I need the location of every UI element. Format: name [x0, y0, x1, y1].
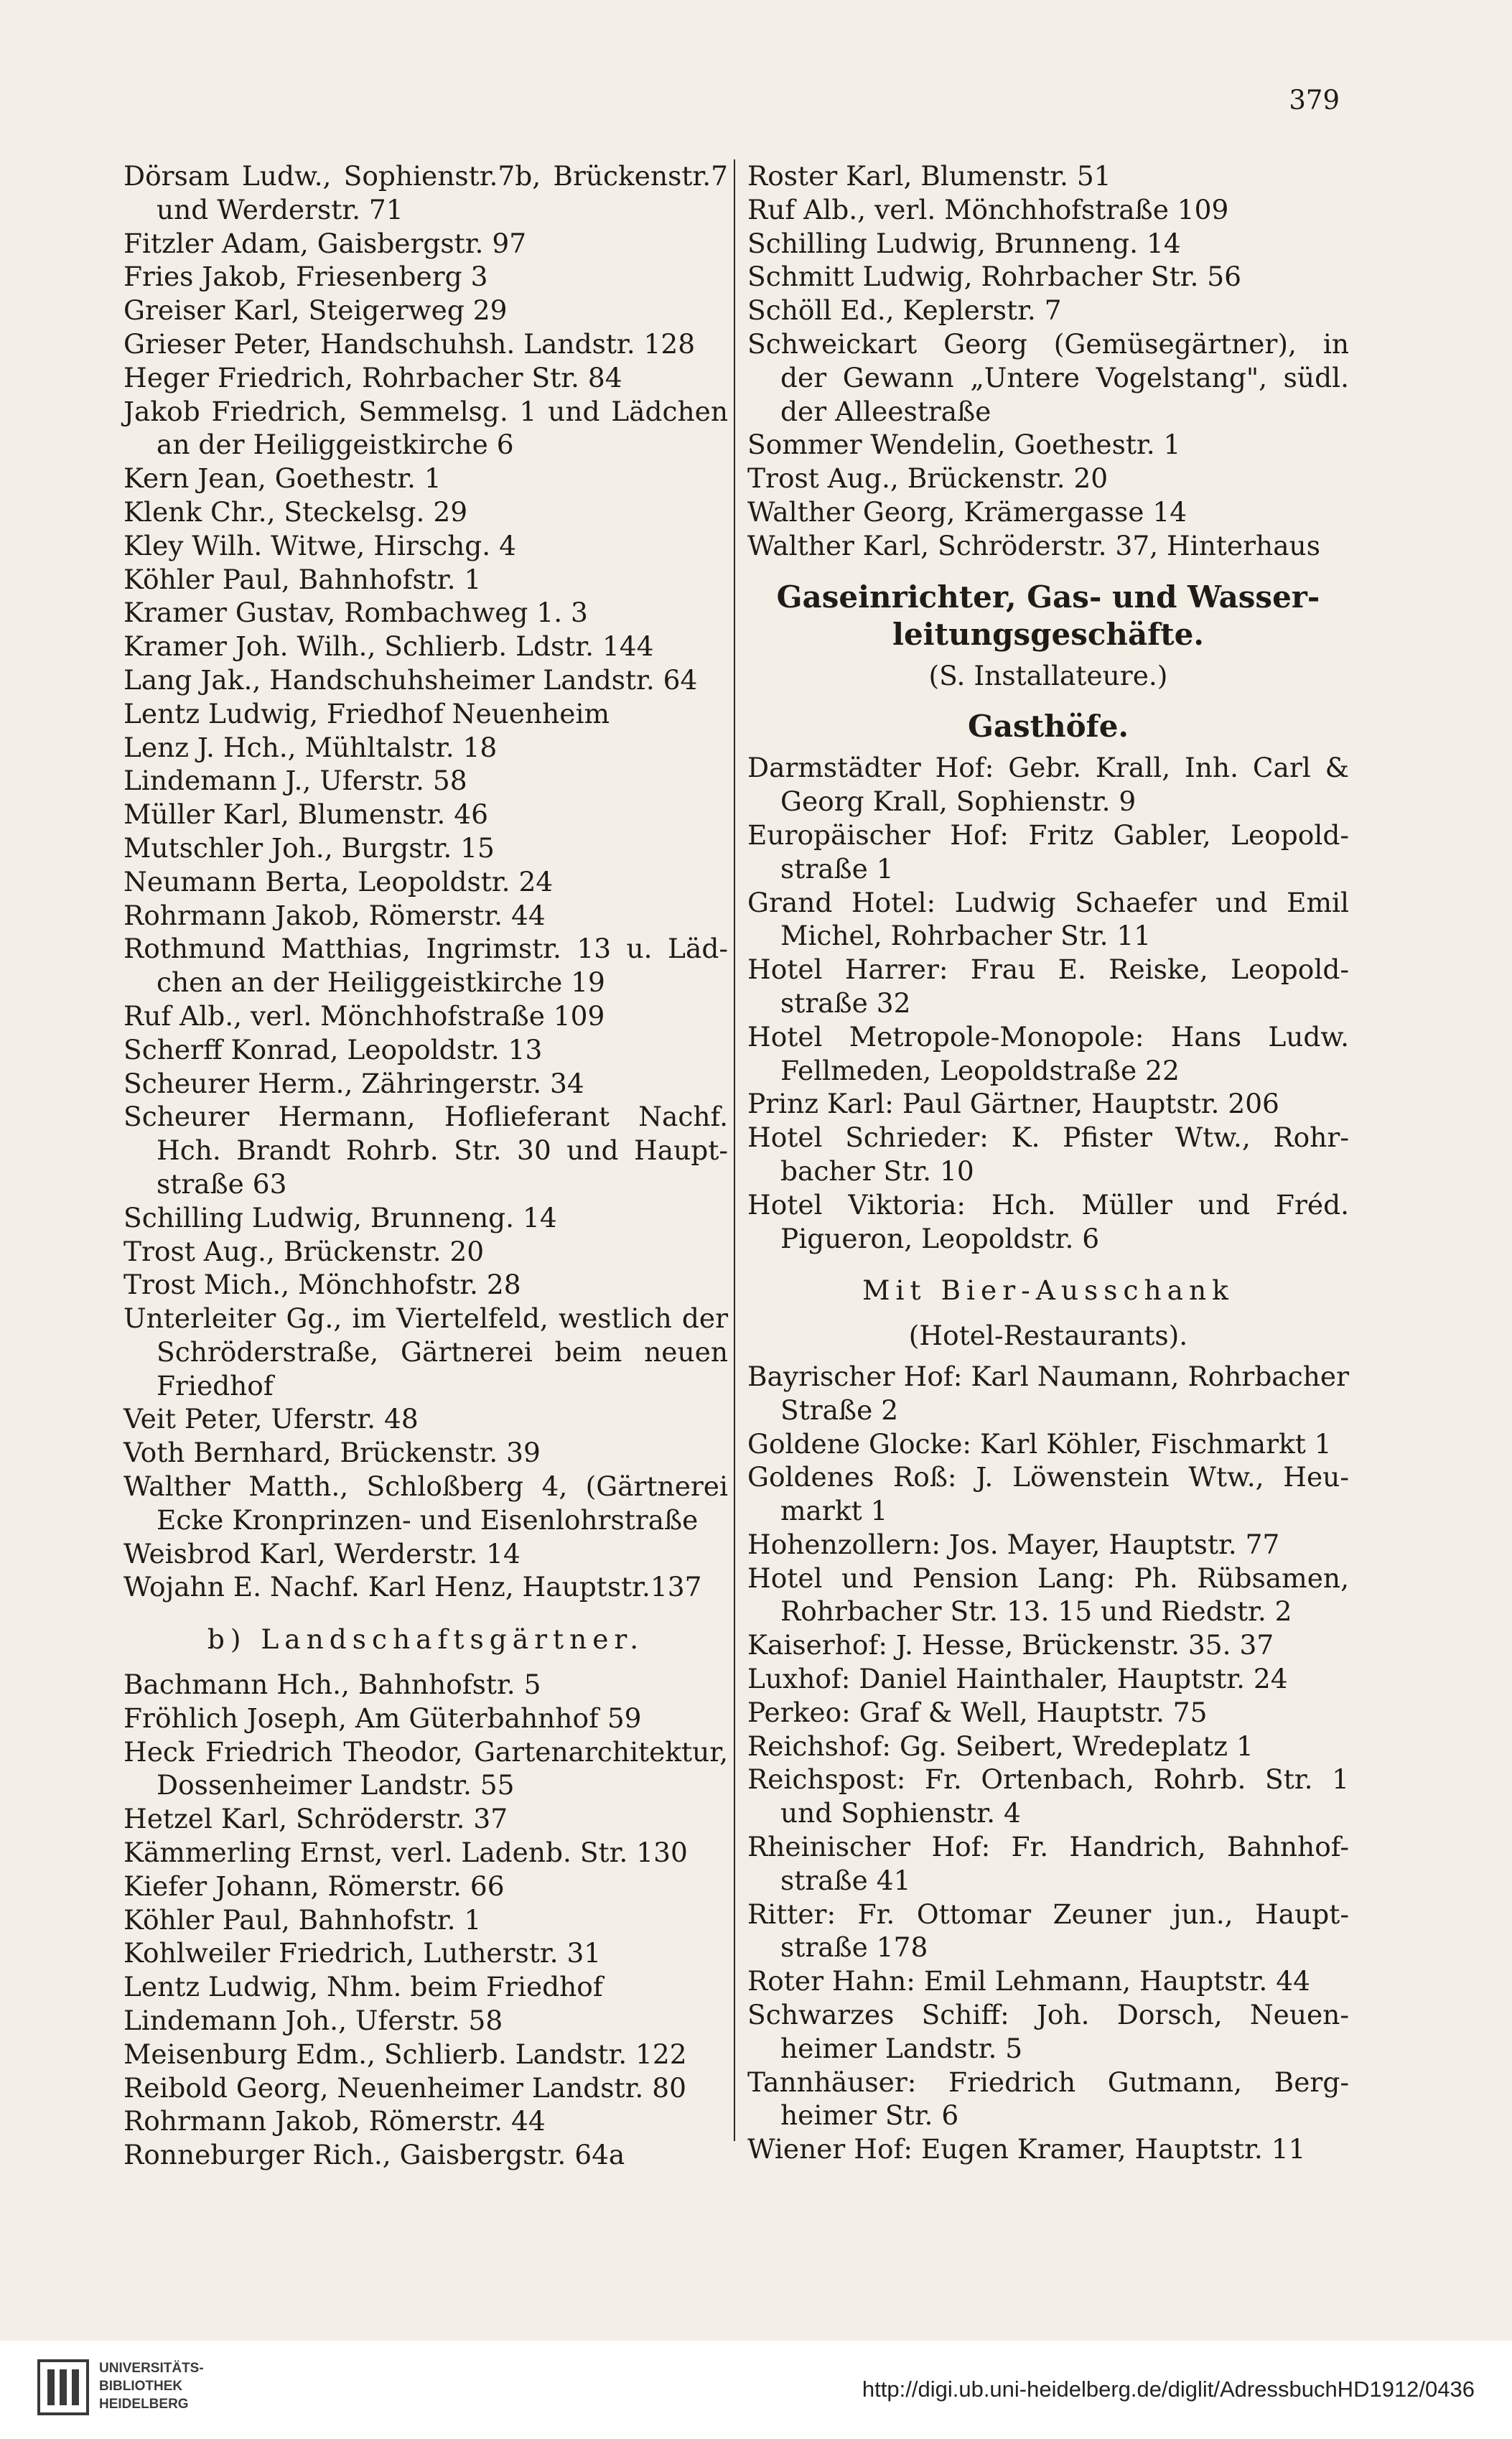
- directory-entry: Walther Karl, Schröderstr. 37, Hinterhaus: [747, 529, 1320, 561]
- cross-reference: (S. Installateure.): [928, 659, 1168, 691]
- directory-entry: Scheurer Hermann, Hoflieferant Nachf. Hch. Brandt Rohrb. Str. 30 und Haupt-straße 63: [123, 1101, 728, 1200]
- directory-entry: Roster Karl, Blumenstr. 51: [747, 160, 1111, 192]
- directory-entry: Grieser Peter, Handschuhsh. Landstr. 128: [123, 327, 696, 360]
- directory-entry: Kramer Joh. Wilh., Schlierb. Ldstr. 144: [123, 630, 654, 663]
- directory-entry: Kley Wilh. Witwe, Hirschg. 4: [123, 529, 516, 561]
- section-heading-hotels: Gasthöfe.: [967, 709, 1129, 745]
- hotel-entry: Hotel Schrieder: K. Pfister Wtw., Rohr-bacher Str. 10: [747, 1121, 1349, 1187]
- directory-entry: Köhler Paul, Bahnhofstr. 1: [123, 1903, 482, 1936]
- directory-entry: Fröhlich Joseph, Am Güterbahnhof 59: [123, 1702, 642, 1734]
- library-seal-icon: [37, 2359, 89, 2415]
- restaurant-entry: Hotel und Pension Lang: Ph. Rübsamen, Rohrbacher Str. 13. 15 und Riedstr. 2: [747, 1562, 1349, 1628]
- directory-entry: Wojahn E. Nachf. Karl Henz, Hauptstr.137: [123, 1571, 702, 1603]
- section-heading-gas-installers: Gaseinrichter, Gas- und Wasser-leitungsgeschäfte.: [776, 579, 1320, 652]
- directory-entry: Dörsam Ludw., Sophienstr.7b, Brückenstr.7 und Werderstr. 71: [123, 160, 728, 225]
- directory-entry: Meisenburg Edm., Schlierb. Landstr. 122: [123, 2038, 687, 2070]
- directory-entry: Scheurer Herm., Zähringerstr. 34: [123, 1067, 584, 1099]
- directory-entry: Kohlweiler Friedrich, Lutherstr. 31: [123, 1937, 602, 1969]
- restaurant-entry: Luxhof: Daniel Hainthaler, Hauptstr. 24: [747, 1663, 1288, 1695]
- restaurant-entry: Wiener Hof: Eugen Kramer, Hauptstr. 11: [747, 2133, 1306, 2165]
- restaurant-entry: Hohenzollern: Jos. Mayer, Hauptstr. 77: [747, 1528, 1280, 1560]
- directory-entry: Walther Matth., Schloßberg 4, (Gärtnerei Ecke Kronprinzen- und Eisenlohrstraße: [123, 1470, 728, 1536]
- directory-entry: Scherff Konrad, Leopoldstr. 13: [123, 1033, 543, 1065]
- right-column: [747, 159, 1349, 2166]
- directory-entry: Schweickart Georg (Gemüsegärtner), in der Gewann „Untere Vogelstang", südl. der Alleestraße: [747, 327, 1349, 427]
- directory-entry: Voth Bernhard, Brückenstr. 39: [123, 1437, 541, 1469]
- directory-entry: Lindemann Joh., Uferstr. 58: [123, 2005, 503, 2037]
- directory-entry: Rohrmann Jakob, Römerstr. 44: [123, 2105, 546, 2137]
- restaurant-entry: Rheinischer Hof: Fr. Handrich, Bahnhof-straße 41: [747, 1831, 1349, 1896]
- hotel-entry: Darmstädter Hof: Gebr. Krall, Inh. Carl & Georg Krall, Sophienstr. 9: [747, 752, 1349, 818]
- directory-entry: Ronneburger Rich., Gaisbergstr. 64a: [123, 2139, 625, 2171]
- restaurant-entry: Goldenes Roß: J. Löwenstein Wtw., Heu-markt 1: [747, 1461, 1349, 1527]
- directory-entry: Kern Jean, Goethestr. 1: [123, 462, 442, 495]
- directory-entry: Schilling Ludwig, Brunneng. 14: [123, 1201, 557, 1234]
- directory-entry: Schöll Ed., Keplerstr. 7: [747, 294, 1062, 327]
- directory-entry: Heger Friedrich, Rohrbacher Str. 84: [123, 361, 622, 393]
- hotel-entry: Europäischer Hof: Fritz Gabler, Leopold-straße 1: [747, 819, 1349, 885]
- directory-entry: Rohrmann Jakob, Römerstr. 44: [123, 899, 546, 931]
- directory-entry: Lentz Ludwig, Friedhof Neuenheim: [123, 697, 610, 729]
- directory-entry: Veit Peter, Uferstr. 48: [123, 1403, 419, 1435]
- subsection-subheading-restaurants: (Hotel-Restaurants).: [908, 1320, 1188, 1352]
- directory-entry: Kämmerling Ernst, verl. Ladenb. Str. 130: [123, 1837, 688, 1869]
- directory-entry: Ruf Alb., verl. Mönchhofstraße 109: [747, 193, 1229, 225]
- restaurant-entry: Perkeo: Graf & Well, Hauptstr. 75: [747, 1696, 1208, 1728]
- directory-list-gardeners: [123, 159, 728, 1604]
- directory-entry: Unterleiter Gg., im Viertelfeld, westlich der Schröderstraße, Gärtnerei beim neuen Friedhof: [123, 1302, 728, 1402]
- directory-entry: Schmitt Ludwig, Rohrbacher Str. 56: [747, 261, 1242, 293]
- left-column: [123, 159, 728, 2172]
- restaurant-entry: Kaiserhof: J. Hesse, Brückenstr. 35. 37: [747, 1629, 1274, 1661]
- directory-list-hotel-restaurants: [747, 1360, 1349, 2166]
- directory-entry: Fitzler Adam, Gaisbergstr. 97: [123, 227, 527, 259]
- directory-entry: Greiser Karl, Steigerweg 29: [123, 294, 508, 327]
- directory-list-gardeners-continued: [747, 159, 1349, 563]
- restaurant-entry: Schwarzes Schiff: Joh. Dorsch, Neuen-heimer Landstr. 5: [747, 1999, 1349, 2064]
- directory-entry: Lenz J. Hch., Mühltalstr. 18: [123, 731, 498, 763]
- directory-entry: Trost Aug., Brückenstr. 20: [123, 1235, 485, 1267]
- directory-entry: Lang Jak., Handschuhsheimer Landstr. 64: [123, 663, 698, 696]
- directory-entry: Kiefer Johann, Römerstr. 66: [123, 1870, 505, 1902]
- directory-list-landscape-gardeners: [123, 1668, 728, 2172]
- library-name-line: BIBLIOTHEK: [99, 2379, 183, 2394]
- restaurant-entry: Ritter: Fr. Ottomar Zeuner jun., Haupt-straße 178: [747, 1898, 1349, 1964]
- directory-entry: Ruf Alb., verl. Mönchhofstraße 109: [123, 999, 605, 1032]
- library-name-line: HEIDELBERG: [99, 2397, 189, 2412]
- library-footer: [0, 2341, 1512, 2439]
- source-url-link[interactable]: http://digi.ub.uni-heidelberg.de/diglit/AdressbuchHD1912/0436: [862, 2377, 1475, 2402]
- directory-entry: Rothmund Matthias, Ingrimstr. 13 u. Läd-chen an der Heiliggeistkirche 19: [123, 933, 728, 999]
- restaurant-entry: Reichspost: Fr. Ortenbach, Rohrb. Str. 1 und Sophienstr. 4: [747, 1763, 1349, 1829]
- restaurant-entry: Bayrischer Hof: Karl Naumann, Rohrbacher Straße 2: [747, 1360, 1349, 1426]
- subsection-heading-beer: Mit Bier-Ausschank: [862, 1274, 1234, 1307]
- directory-entry: Walther Georg, Krämergasse 14: [747, 495, 1187, 528]
- directory-entry: Weisbrod Karl, Werderstr. 14: [123, 1537, 521, 1570]
- page-number: 379: [1289, 85, 1340, 116]
- hotel-entry: Hotel Harrer: Frau E. Reiske, Leopold-straße 32: [747, 953, 1349, 1019]
- hotel-entry: Grand Hotel: Ludwig Schaefer und Emil Michel, Rohrbacher Str. 11: [747, 886, 1349, 952]
- directory-entry: Sommer Wendelin, Goethestr. 1: [747, 429, 1181, 461]
- directory-entry: Fries Jakob, Friesenberg 3: [123, 261, 488, 293]
- directory-entry: Trost Mich., Mönchhofstr. 28: [123, 1269, 521, 1301]
- directory-entry: Lentz Ludwig, Nhm. beim Friedhof: [123, 1971, 603, 2003]
- directory-entry: Jakob Friedrich, Semmelsg. 1 und Lädchen an der Heiliggeistkirche 6: [123, 395, 728, 461]
- directory-entry: Klenk Chr., Steckelsg. 29: [123, 495, 468, 528]
- directory-entry: Hetzel Karl, Schröderstr. 37: [123, 1803, 508, 1835]
- library-name-line: UNIVERSITÄTS-: [99, 2361, 204, 2376]
- column-divider: [734, 159, 735, 2141]
- directory-entry: Mutschler Joh., Burgstr. 15: [123, 831, 495, 864]
- directory-entry: Neumann Berta, Leopoldstr. 24: [123, 865, 554, 897]
- directory-entry: Reibold Georg, Neuenheimer Landstr. 80: [123, 2071, 686, 2104]
- hotel-entry: Hotel Metropole-Monopole: Hans Ludw. Fellmeden, Leopoldstraße 22: [747, 1020, 1349, 1086]
- directory-entry: Bachmann Hch., Bahnhofstr. 5: [123, 1669, 541, 1701]
- section-heading-landscape-gardeners: b) Landschaftsgärtner.: [207, 1623, 645, 1656]
- restaurant-entry: Tannhäuser: Friedrich Gutmann, Berg-heimer Str. 6: [747, 2066, 1349, 2132]
- library-name: [99, 2359, 204, 2413]
- directory-entry: Lindemann J., Uferstr. 58: [123, 765, 467, 797]
- hotel-entry: Hotel Viktoria: Hch. Müller und Fréd. Pigueron, Leopoldstr. 6: [747, 1188, 1349, 1254]
- restaurant-entry: Goldene Glocke: Karl Köhler, Fischmarkt 1: [747, 1427, 1332, 1460]
- directory-entry: Kramer Gustav, Rombachweg 1. 3: [123, 597, 588, 629]
- library-logo[interactable]: [37, 2355, 253, 2427]
- directory-entry: Köhler Paul, Bahnhofstr. 1: [123, 563, 482, 595]
- directory-entry: Trost Aug., Brückenstr. 20: [747, 462, 1109, 495]
- directory-entry: Schilling Ludwig, Brunneng. 14: [747, 227, 1181, 259]
- directory-list-hotels: [747, 751, 1349, 1255]
- directory-entry: Müller Karl, Blumenstr. 46: [123, 798, 488, 831]
- restaurant-entry: Reichshof: Gg. Seibert, Wredeplatz 1: [747, 1730, 1254, 1762]
- directory-entry: Heck Friedrich Theodor, Gartenarchitektur, Dossenheimer Landstr. 55: [123, 1735, 728, 1801]
- hotel-entry: Prinz Karl: Paul Gärtner, Hauptstr. 206: [747, 1088, 1279, 1120]
- restaurant-entry: Roter Hahn: Emil Lehmann, Hauptstr. 44: [747, 1965, 1310, 1997]
